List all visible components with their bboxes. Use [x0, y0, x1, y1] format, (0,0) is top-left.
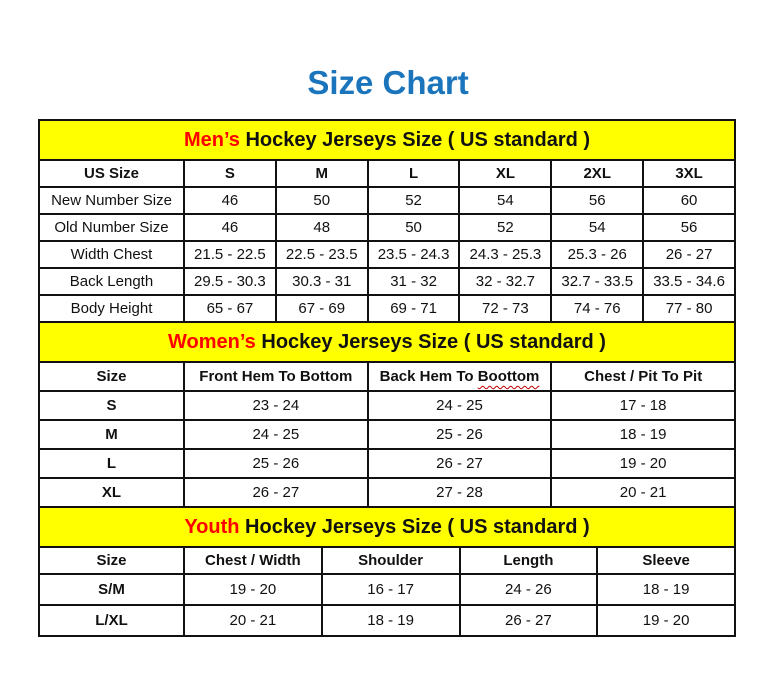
data-cell: 33.5 - 34.6: [643, 268, 735, 295]
youth-table: [38, 506, 736, 637]
data-cell: 65 - 67: [184, 295, 276, 322]
data-cell: 31 - 32: [368, 268, 460, 295]
data-cell: 46: [184, 187, 276, 214]
data-cell: 24.3 - 25.3: [459, 241, 551, 268]
data-cell: 32.7 - 33.5: [551, 268, 643, 295]
youth-section-title-highlight: Youth: [184, 515, 240, 538]
data-cell: 32 - 32.7: [459, 268, 551, 295]
table-row: [39, 214, 735, 241]
mens-section-title: [39, 120, 735, 160]
header-cell: XL: [459, 160, 551, 187]
header-cell: [368, 362, 552, 391]
data-cell: 69 - 71: [368, 295, 460, 322]
data-cell: 29.5 - 30.3: [184, 268, 276, 295]
row-label: M: [39, 420, 184, 449]
header-cell: Shoulder: [322, 547, 460, 574]
row-label: Body Height: [39, 295, 184, 322]
youth-section-band: [39, 507, 735, 547]
data-cell: 19 - 20: [184, 574, 322, 605]
header-cell: 3XL: [643, 160, 735, 187]
row-label: Old Number Size: [39, 214, 184, 241]
youth-header-row: [39, 547, 735, 574]
table-row: [39, 478, 735, 507]
data-cell: 50: [368, 214, 460, 241]
data-cell: 24 - 26: [460, 574, 598, 605]
mens-table: [38, 119, 736, 323]
data-cell: 16 - 17: [322, 574, 460, 605]
data-cell: 21.5 - 22.5: [184, 241, 276, 268]
data-cell: 20 - 21: [551, 478, 735, 507]
misspelled-word: Boottom: [477, 368, 540, 385]
row-label: L: [39, 449, 184, 478]
womens-section-title-highlight: Women’s: [168, 330, 256, 353]
data-cell: 26 - 27: [460, 605, 598, 636]
data-cell: 22.5 - 23.5: [276, 241, 368, 268]
page-title: Size Chart: [307, 64, 469, 101]
data-cell: 18 - 19: [322, 605, 460, 636]
header-cell: Length: [460, 547, 598, 574]
table-row: [39, 605, 735, 636]
data-cell: 48: [276, 214, 368, 241]
data-cell: 46: [184, 214, 276, 241]
header-cell: Size: [39, 362, 184, 391]
womens-header-row: [39, 362, 735, 391]
data-cell: 17 - 18: [551, 391, 735, 420]
header-cell: Front Hem To Bottom: [184, 362, 368, 391]
data-cell: 25 - 26: [368, 420, 552, 449]
data-cell: 26 - 27: [184, 478, 368, 507]
header-cell: S: [184, 160, 276, 187]
data-cell: 25.3 - 26: [551, 241, 643, 268]
table-row: [39, 187, 735, 214]
data-cell: 50: [276, 187, 368, 214]
row-label: S/M: [39, 574, 184, 605]
data-cell: 52: [368, 187, 460, 214]
data-cell: 72 - 73: [459, 295, 551, 322]
data-cell: 24 - 25: [184, 420, 368, 449]
mens-section-title-highlight: Men’s: [183, 128, 240, 151]
data-cell: 20 - 21: [184, 605, 322, 636]
data-cell: 60: [643, 187, 735, 214]
table-row: [39, 241, 735, 268]
data-cell: 26 - 27: [368, 449, 552, 478]
table-row: [39, 268, 735, 295]
data-cell: 77 - 80: [643, 295, 735, 322]
row-label: L/XL: [39, 605, 184, 636]
data-cell: 67 - 69: [276, 295, 368, 322]
data-cell: 54: [551, 214, 643, 241]
data-cell: 54: [459, 187, 551, 214]
youth-section-title-rest: Hockey Jerseys Size ( US standard ): [239, 515, 590, 538]
data-cell: 26 - 27: [643, 241, 735, 268]
row-label: Back Length: [39, 268, 184, 295]
mens-section-band: [39, 120, 735, 160]
data-cell: 24 - 25: [368, 391, 552, 420]
youth-section-title: [39, 507, 735, 547]
header-cell: Chest / Pit To Pit: [551, 362, 735, 391]
row-label: Width Chest: [39, 241, 184, 268]
data-cell: 27 - 28: [368, 478, 552, 507]
size-chart: [38, 119, 736, 637]
mens-header-row: [39, 160, 735, 187]
womens-section-title-rest: Hockey Jerseys Size ( US standard ): [255, 330, 606, 353]
header-cell: US Size: [39, 160, 184, 187]
data-cell: 56: [643, 214, 735, 241]
table-row: [39, 391, 735, 420]
data-cell: 19 - 20: [551, 449, 735, 478]
header-cell: Sleeve: [597, 547, 735, 574]
table-row: [39, 449, 735, 478]
data-cell: 23 - 24: [184, 391, 368, 420]
header-cell: M: [276, 160, 368, 187]
data-cell: 56: [551, 187, 643, 214]
header-cell: Size: [39, 547, 184, 574]
header-cell: L: [368, 160, 460, 187]
mens-section-title-rest: Hockey Jerseys Size ( US standard ): [239, 128, 591, 151]
data-cell: 18 - 19: [597, 574, 735, 605]
header-cell-text: Back Hem To: [379, 368, 478, 385]
table-row: [39, 420, 735, 449]
row-label: S: [39, 391, 184, 420]
data-cell: 30.3 - 31: [276, 268, 368, 295]
data-cell: 52: [459, 214, 551, 241]
womens-section-title: [39, 322, 735, 362]
table-row: [39, 295, 735, 322]
header-cell: 2XL: [551, 160, 643, 187]
header-cell: Chest / Width: [184, 547, 322, 574]
data-cell: 18 - 19: [551, 420, 735, 449]
row-label: XL: [39, 478, 184, 507]
data-cell: 25 - 26: [184, 449, 368, 478]
womens-section-band: [39, 322, 735, 362]
womens-table: [38, 321, 736, 508]
data-cell: 23.5 - 24.3: [368, 241, 460, 268]
table-row: [39, 574, 735, 605]
data-cell: 74 - 76: [551, 295, 643, 322]
row-label: New Number Size: [39, 187, 184, 214]
data-cell: 19 - 20: [597, 605, 735, 636]
